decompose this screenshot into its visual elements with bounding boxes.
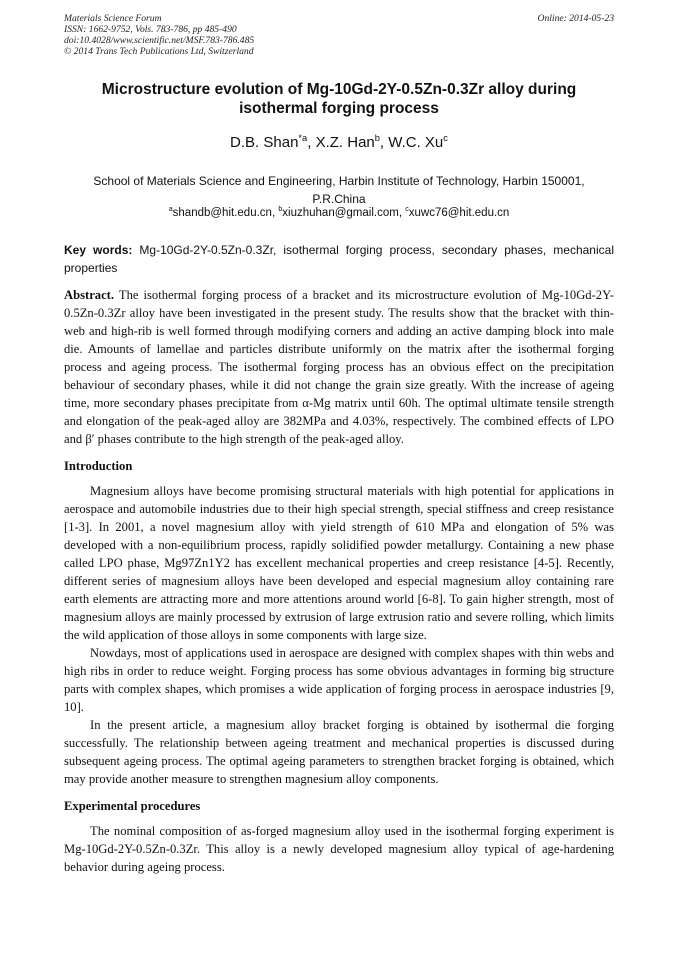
email-mark: b [278, 205, 283, 214]
paper-title: Microstructure evolution of Mg-10Gd-2Y-0.5Zn-0.3Zr alloy during isothermal forging process [101, 81, 577, 117]
introduction-paragraph: Magnesium alloys have become promising structural materials with high potential for applications in aerospace and automobile industries due to their high special strength, special stiffness and creep resistance [1-3]. In 2001, a novel magnesium alloy with yield strength of 610 MPa and elongation of 5% was developed with a non-equilibrium process, rapidly solidified powder metallurgy. Containing a new phase called LPO phase, Mg97Zn1Y2 has excellent mechanical properties and creep resistance [4-5]. Recently, different series of magnesium alloys have been developed and especial magnesium alloy containing rare earth elements are attracting more and more attentions around world [6-8]. To gain higher strength, most of magnesium alloys are mainly processed by extrusion of large extrusion ratio and severe rolling, which limits the wild application of those alloys in some components with large size. [64, 484, 614, 642]
keywords [64, 241, 614, 277]
keywords-label: Key words: [64, 243, 133, 257]
introduction-paragraph: Nowdays, most of applications used in aerospace are designed with complex shapes with thin webs and high ribs in order to reduce weight. Forging process has some obvious advantages in forming big structure parts with complex shapes, which promises a wide application of forging process in aerospace industries [9, 10]. [64, 646, 614, 714]
journal-header [64, 13, 254, 57]
abstract-text: The isothermal forging process of a bracket and its microstructure evolution of Mg-10Gd-2Y-0.5Zn-0.3Zr alloy have been investigated in the present study. The results show that the bracket with thin-web and high-rib is well formed through modifying corners and adding an active damping block into male die. Amounts of lamellae and particles distribute uniformly on the matrix after the isothermal forging process and ageing process. The isothermal forging process has an obvious effect on the precipitation behaviour of secondary phases, while it did not change the grain size greatly. With the increase of ageing time, more secondary phases precipitate from α-Mg matrix until 60h. The optimal ultimate tensile strength and elongation of the peak-aged alloy are 382MPa and 4.03%, respectively. The combined effects of LPO and β′ phases contribute to the high strength of the peak-aged alloy. [64, 288, 614, 446]
affiliation: School of Materials Science and Engineering, Harbin Institute of Technology, Harbin 150001, P.R.China [93, 174, 585, 206]
journal-name: Materials Science Forum [64, 13, 162, 24]
keywords-text: Mg-10Gd-2Y-0.5Zn-0.3Zr, isothermal forging process, secondary phases, mechanical properties [64, 243, 614, 275]
abstract-label: Abstract. [64, 288, 115, 302]
paper-body [64, 286, 614, 876]
author-separator: , [307, 134, 316, 151]
doi-line: doi:10.4028/www.scientific.net/MSF.783-786.485 [64, 35, 255, 46]
online-date: Online: 2014-05-23 [537, 13, 614, 24]
email-separator: , [398, 207, 406, 219]
author-mark: *a [298, 133, 308, 143]
email-list [64, 206, 614, 221]
author-name: X.Z. Han [315, 134, 375, 151]
copyright-line: © 2014 Trans Tech Publications Ltd, Switzerland [64, 46, 254, 57]
email-mark: c [405, 205, 409, 214]
experimental-heading: Experimental procedures [64, 799, 201, 813]
introduction-heading: Introduction [64, 459, 133, 473]
email-address: xiuzhuhan@gmail.com [282, 207, 399, 219]
author-mark: b [374, 133, 380, 143]
author-mark: c [443, 133, 448, 143]
author-name: D.B. Shan [230, 134, 299, 151]
experimental-paragraph: The nominal composition of as-forged magnesium alloy used in the isothermal forging experiment is Mg-10Gd-2Y-0.5Zn-0.3Zr. This alloy is a newly developed magnesium alloy typical of age-hardening behavior during ageing process. [64, 824, 614, 874]
issn-line: ISSN: 1662-9752, Vols. 783-786, pp 485-490 [64, 24, 237, 35]
author-list [64, 133, 614, 152]
email-address: xuwc76@hit.edu.cn [408, 207, 510, 219]
author-separator: , [379, 134, 389, 151]
email-address: shandb@hit.edu.cn [172, 207, 272, 219]
author-name: W.C. Xu [388, 134, 444, 151]
email-mark: a [168, 205, 173, 214]
abstract [64, 286, 614, 448]
introduction-paragraph: In the present article, a magnesium alloy bracket forging is obtained by isothermal die forging successfully. The relationship between ageing treatment and mechanical properties is discussed during subsequent ageing process. The optimal ageing parameters to strengthen bracket forging is obtained, which may provide another measure to strengthen magnesium alloy components. [64, 718, 614, 786]
email-separator: , [271, 207, 279, 219]
